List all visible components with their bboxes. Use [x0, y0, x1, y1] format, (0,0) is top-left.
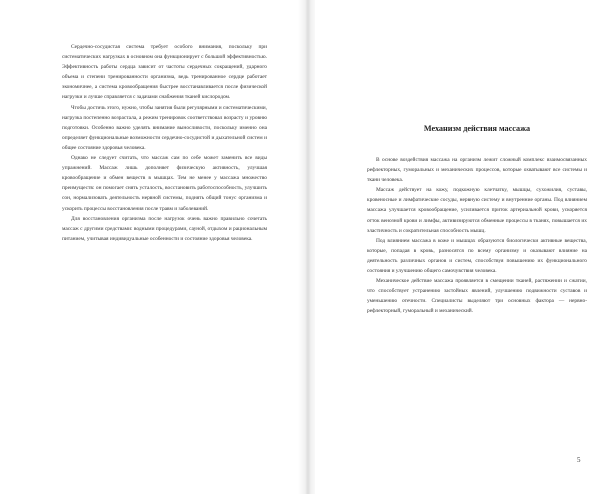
paragraph: Чтобы достичь этого, нужно, чтобы занятия были регулярными и систематическими, нагрузка постепенно возрастала, а режим тренировок соответствовал возрасту и уровню подготовки. Особенно важно уделять внимание выносливости, поскольку именно она определяет функциональные возможности сердечно-сосудистой и дыхательной систем и общее состояние здоровья человека.	[62, 104, 267, 151]
paragraph: Однако не следует считать, что массаж сам по себе может заменить все виды упражнений. Массаж лишь дополняет физическую активность, улучшая кровообращение и обмен веществ в мышцах. Тем не менее у массажа множество преимуществ: он помогает снять усталость, восстановить работоспособность, улучшить сон, нормализовать деятельность нервной системы, поднять общий тонус организма и ускорить процессы восстановления после травм и заболеваний.	[62, 155, 267, 212]
left-page-body	[62, 42, 267, 244]
right-page-body	[367, 155, 587, 317]
paragraph: Для восстановления организма после нагрузок очень важно правильно сочетать массаж с другими средствами: водными процедурами, сауной, отдыхом и рациональным питанием, учитывая индивидуальные особенности и состояние здоровья человека.	[62, 215, 267, 242]
paragraph: Сердечно-сосудистая система требует особого внимания, поскольку при систематических нагрузках в основном она функционирует с большой эффективностью. Эффективность работы сердца зависит от частоты сердечных сокращений, ударного объема и степени тренированности организма, ведь тренированное сердце работает экономичнее, а система кровообращения быстрее восстанавливается после физической нагрузки и лучше справляется с задачами снабжения тканей кислородом.	[62, 44, 267, 101]
left-page	[0, 0, 300, 494]
page-number: 5	[577, 456, 581, 464]
paragraph: Массаж действует на кожу, подкожную клетчатку, мышцы, сухожилия, суставы, кровеносные и лимфатические сосуды, нервную систему и внутренние органы. Под влиянием массажа улучшается кровообращение, усиливается приток артериальной крови, ускоряется отток венозной крови и лимфы, активизируются обменные процессы в тканях, повышается их эластичность и сократительная способность мышц.	[367, 187, 587, 234]
paragraph: Механическое действие массажа проявляется в смещении тканей, растяжении и сжатии, что способствует устранению застойных явлений, улучшению подвижности суставов и уменьшению отечности. Специалисты выделяют три основных фактора — нервно-рефлекторный, гуморальный и механический.	[367, 278, 587, 315]
paragraph: Под влиянием массажа в коже и мышцах образуются биологически активные вещества, которые, попадая в кровь, разносятся по всему организму и оказывают влияние на деятельность различных органов и систем, способствуя повышению их функционального состояния и улучшению общего самочувствия человека.	[367, 237, 587, 275]
section-heading: Механизм действия массажа	[423, 124, 531, 133]
right-page	[315, 0, 615, 494]
paragraph: В основе воздействия массажа на организм лежит сложный комплекс взаимосвязанных рефлекторных, гуморальных и механических процессов, которые охватывают все системы и ткани человека.	[367, 157, 587, 184]
